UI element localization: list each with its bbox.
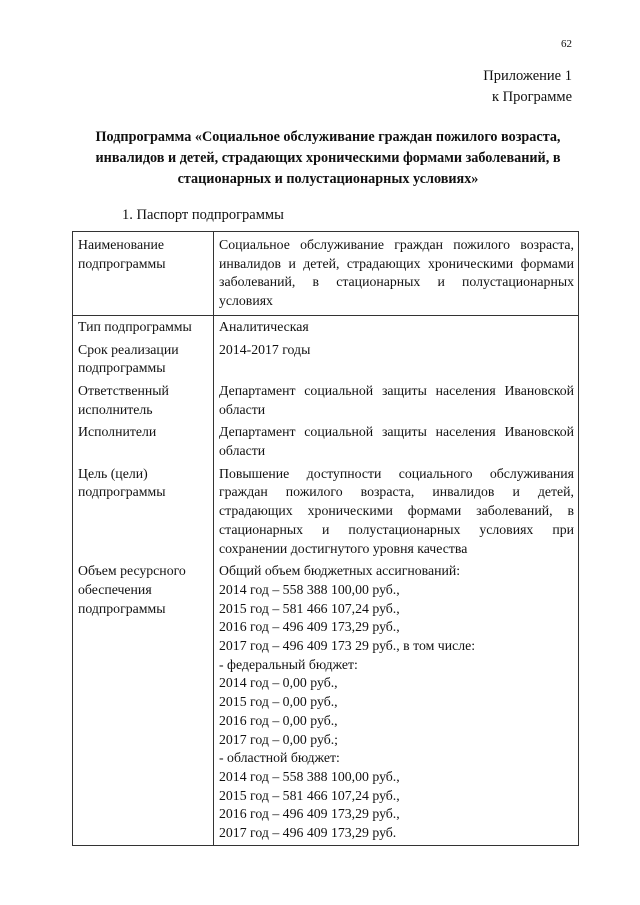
funding-line: 2017 год – 496 409 173,29 руб. (219, 825, 397, 841)
row-value-lines (214, 560, 579, 845)
funding-line: - областной бюджет: (219, 750, 340, 766)
funding-line: 2017 год – 0,00 руб.; (219, 731, 339, 747)
funding-line: 2016 год – 496 409 173,29 руб., (219, 806, 400, 822)
appendix-note (483, 66, 572, 108)
section-heading: 1. Паспорт подпрограммы (122, 207, 284, 223)
row-label: Наименование подпрограммы (73, 232, 214, 316)
funding-line: Общий объем бюджетных ассигнований: (219, 563, 461, 579)
page-number: 62 (561, 38, 572, 50)
appendix-line-1: Приложение 1 (483, 68, 572, 84)
funding-line: 2017 год – 496 409 173 29 руб., в том числе: (219, 638, 476, 654)
row-value: Повышение доступности социального обслуживания граждан пожилого возраста, инвалидов и детей, страдающих хроническими формами заболеваний, в стационарных и полустационарных условиях при сохранении достигнутого уровня качества (214, 463, 579, 561)
row-value: Департамент социальной защиты населения Ивановской области (214, 380, 579, 421)
row-label: Объем ресурсного обеспечения подпрограммы (73, 560, 214, 845)
table-row (73, 315, 579, 338)
table-row (73, 463, 579, 561)
funding-line: 2015 год – 0,00 руб., (219, 694, 338, 710)
row-value: Аналитическая (214, 315, 579, 338)
funding-line: 2014 год – 558 388 100,00 руб., (219, 581, 400, 597)
row-value: 2014-2017 годы (214, 339, 579, 380)
funding-line: 2014 год – 558 388 100,00 руб., (219, 768, 400, 784)
row-label: Тип подпрограммы (73, 315, 214, 338)
row-label: Ответственный исполнитель (73, 380, 214, 421)
table-row (73, 560, 579, 845)
row-value: Департамент социальной защиты населения Ивановской области (214, 421, 579, 462)
funding-line: - федеральный бюджет: (219, 656, 358, 672)
row-label: Цель (цели) подпрограммы (73, 463, 214, 561)
appendix-line-2: к Программе (491, 89, 572, 105)
funding-line: 2016 год – 496 409 173,29 руб., (219, 619, 400, 635)
table-row (73, 232, 579, 316)
table-row (73, 421, 579, 462)
row-label: Срок реализации подпрограммы (73, 339, 214, 380)
table-row (73, 380, 579, 421)
funding-line: 2014 год – 0,00 руб., (219, 675, 338, 691)
row-label: Исполнители (73, 421, 214, 462)
passport-table (72, 231, 579, 846)
document-title: Подпрограмма «Социальное обслуживание граждан пожилого возраста, инвалидов и детей, страдающих хроническими формами заболеваний, в стационарных и полустационарных условиях» (95, 129, 561, 187)
funding-line: 2015 год – 581 466 107,24 руб., (219, 787, 400, 803)
funding-line: 2016 год – 0,00 руб., (219, 712, 338, 728)
row-value: Социальное обслуживание граждан пожилого возраста, инвалидов и детей, страдающих хроническими формами заболеваний, в стационарных и полустационарных условиях (214, 232, 579, 316)
table-row (73, 339, 579, 380)
funding-line: 2015 год – 581 466 107,24 руб., (219, 600, 400, 616)
